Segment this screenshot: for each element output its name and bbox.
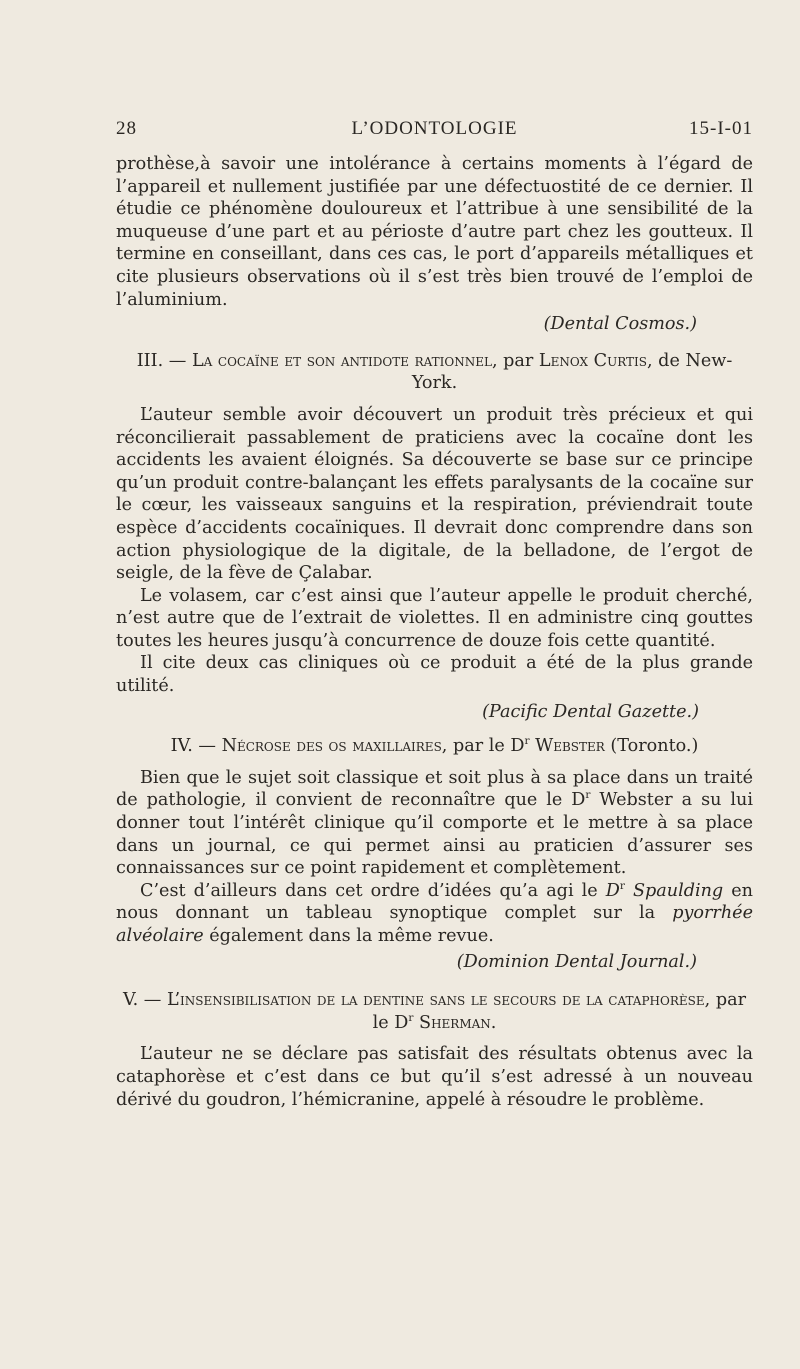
superscript: r	[408, 1011, 414, 1024]
italic-text: D	[605, 880, 620, 901]
paragraph: prothèse,à savoir une intolérance à certains moments à l’égard de l’appareil et nullement justifiée par une défectuostité de ce dernier. Il étudie ce phénomène douloureux et l’attribue à une sensibilité de la muqueuse d’une part et au périoste d’autre part chez les goutteux. Il termine en conseillant, dans ces cas, le port d’appareils métalliques et cite plusieurs observations où il s’est très bien trouvé de l’emploi de l’aluminium.	[116, 154, 753, 310]
running-header	[116, 118, 753, 146]
text-run: Bien que le sujet soit classique et soit plus à sa place dans un traité de pathologie, il convient de reconnaître que le D	[116, 767, 753, 811]
heading-end: .	[490, 1012, 497, 1033]
author-place: , de New-York.	[411, 350, 733, 394]
source-citation: (Dental Cosmos.)	[543, 314, 697, 335]
italic-text: Spaulding	[624, 880, 724, 901]
section-heading-5	[116, 989, 753, 1034]
author-name: Lenox Curtis	[538, 350, 647, 371]
paragraph: Le volasem, car c’est ainsi que l’auteur appelle le produit cherché, n’est autre que de l’extrait de violettes. Il en administre cinq gouttes toutes les heures jusqu’à concurrence de douze fois cette quantité.	[116, 585, 753, 651]
text-run: en nous donnant un tableau synoptique complet sur la	[116, 880, 754, 924]
section-heading-4	[116, 735, 753, 758]
superscript: r	[619, 879, 625, 892]
italic-text: pyorrhée alvéolaire	[116, 903, 753, 946]
paragraph: Il cite deux cas cliniques où ce produit a été de la plus grande utilité.	[116, 653, 753, 697]
source-citation: (Dominion Dental Journal.)	[456, 951, 697, 972]
byline-text: , par le D	[372, 990, 746, 1033]
author-place: (Toronto.)	[604, 736, 699, 757]
superscript: r	[585, 789, 591, 802]
section-title: La cocaïne et son antidote rationnel	[191, 350, 492, 371]
paragraph	[116, 880, 753, 948]
section-number: III. —	[136, 350, 192, 371]
section-title: L’insensibilisation de la dentine sans le secours de la cataphorèse	[167, 990, 705, 1011]
section-number: V. —	[122, 990, 167, 1011]
section-title: Nécrose des os maxillaires	[221, 736, 442, 757]
byline-text: , par le D	[441, 736, 525, 757]
body-text	[116, 153, 753, 1111]
paragraph: L’auteur ne se déclare pas satisfait des résultats obtenus avec la cataphorèse et c’est dans ce but qu’il s’est adressé à un nouveau dérivé du goudron, l’hémicranine, appelé à résoudre le problème.	[116, 1044, 753, 1110]
text-run: également dans la même revue.	[203, 926, 494, 946]
section-number: IV. —	[170, 736, 222, 757]
superscript: r	[524, 735, 530, 748]
text-run: C’est d’ailleurs dans cet ordre d’idées qu’a agi le	[140, 880, 606, 901]
author-name: Webster	[529, 736, 605, 757]
source-citation: (Pacific Dental Gazette.)	[482, 701, 699, 722]
issue-date: 15-I-01	[689, 118, 753, 139]
page-number: 28	[116, 118, 137, 139]
paragraph: L’auteur semble avoir découvert un produit très précieux et qui réconcilierait passablement de praticiens avec la cocaïne dont les accidents les avaient éloignés. Sa découverte se base sur ce principe qu’un produit contre-balançant les effets paralysants de la cocaïne sur le cœur, les vaisseaux sanguins et la respiration, préviendrait toute espèce d’accidents cocaïniques. Il devrait donc comprendre dans son action physiologique de la digitale, de la belladone, de l’ergot de seigle, de la fève de Çalabar.	[116, 404, 753, 584]
byline-text: , par	[491, 350, 539, 371]
author-name: Sherman	[413, 1012, 491, 1033]
text-run: Webster a su lui donner tout l’intérêt clinique qu’il comporte et le mettre à sa place dans un journal, ce qui permet ainsi au praticien d’assurer ses connaissances sur ce point rapidement et complètement.	[116, 790, 753, 879]
paragraph	[116, 767, 753, 880]
journal-title: L’ODONTOLOGIE	[351, 118, 518, 139]
section-heading-3	[116, 350, 753, 395]
